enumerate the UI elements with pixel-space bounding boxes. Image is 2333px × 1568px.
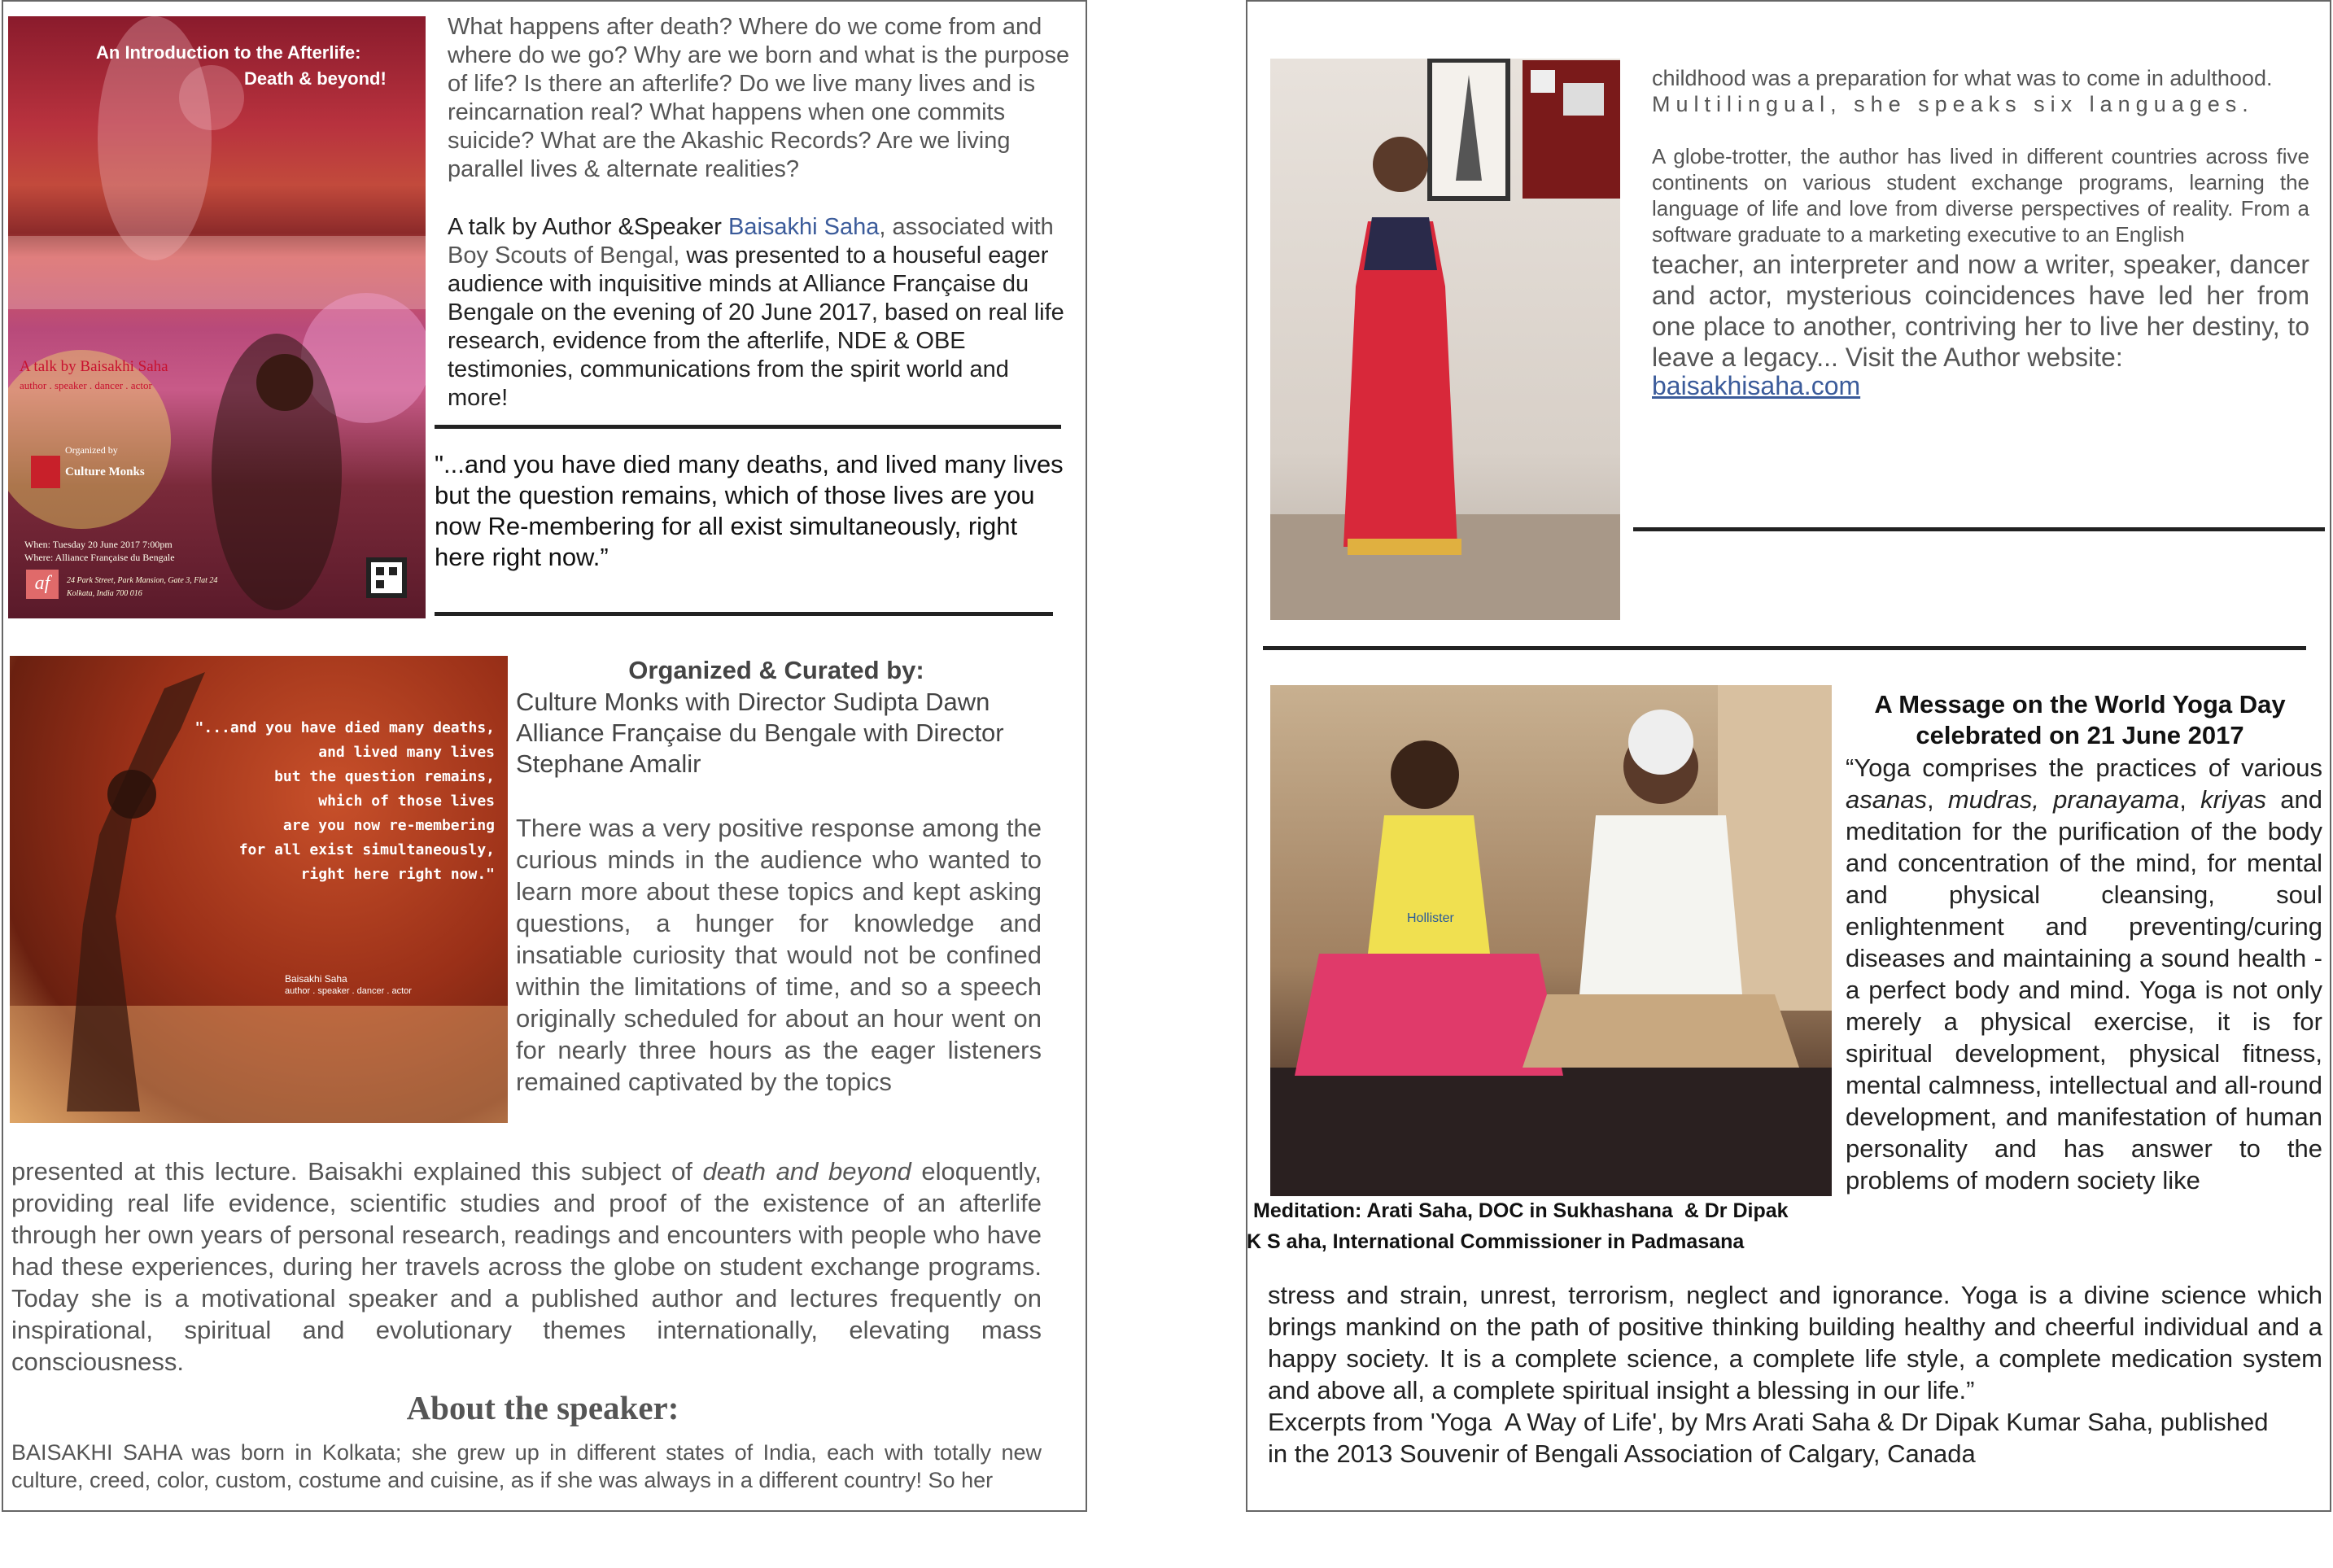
talk-paragraph (448, 213, 1074, 413)
yoga-sep: , (1926, 785, 1948, 814)
poster-org-name: Culture Monks (65, 465, 145, 478)
divider-rule (435, 425, 1061, 429)
organizer-line: Stephane Amalir (516, 749, 701, 778)
poster-quote-line: are you now re-membering (282, 817, 495, 834)
speaker-photo (1270, 59, 1620, 620)
poster-quote-line: which of those lives (318, 793, 495, 810)
poster-quote-line: for all exist simultaneously, (238, 841, 495, 858)
organized-heading: Organized & Curated by: (628, 656, 924, 684)
bio-line2: Multilingual, she speaks six languages. (1652, 92, 2254, 116)
response-paragraph: There was a very positive response among the curious minds in the audience who wanted to learn more about these topics and kept asking questions, a hunger for knowledge and insatiable curiosity that would not be confined within the limitations of time, and so a speech originally scheduled for about an hour went on for nearly three hours as the eager listeners remained captivated by the topics (516, 814, 1042, 1096)
divider-rule (435, 612, 1053, 616)
poster-quote-line: but the question remains, (274, 768, 495, 785)
poster-af-logo: af (26, 570, 59, 599)
continued-paragraph (11, 1155, 1042, 1378)
yoga-heading-line1: A Message on the World Yoga Day (1874, 690, 2286, 718)
yoga-continued: stress and strain, unrest, terrorism, neglect and ignorance. Yoga is a divine science which brings mankind on the path of positive thinking building healthy and cheerful individual and a happy society. It is a complete science, a complete life style, a complete medication system and above all, a complete spiritual insight a blessing in our life.” (1268, 1281, 2322, 1404)
yoga-paragraph (1846, 752, 2322, 1196)
yoga-heading-line2: celebrated on 21 June 2017 (1916, 721, 2244, 749)
poster-talk-by: A talk by Baisakhi Saha (20, 358, 168, 375)
divider-rule (1633, 527, 2325, 531)
excerpt-line2: in the 2013 Souvenir of Bengali Association of Calgary, Canada (1268, 1439, 1976, 1468)
yoga-sep: , (2179, 785, 2201, 814)
speaker-name-link[interactable]: Baisakhi Saha (727, 214, 880, 240)
bio-paragraph-2: teacher, an interpreter and now a writer, speaker, dancer and actor, mysterious coincidences have led her from one place to another, contriving her to live her destiny, to leave a legacy... Visit the Author website: (1652, 250, 2309, 372)
bio-line1: childhood was a preparation for what was to come in adulthood. (1652, 66, 2273, 90)
event-poster-image (8, 16, 426, 618)
excerpt-line1: Excerpts from 'Yoga A Way of Life', by Mrs Arati Saha & Dr Dipak Kumar Saha, published (1268, 1408, 2269, 1436)
poster-name: Baisakhi Saha (285, 973, 347, 985)
poster-quote-line: right here right now." (300, 866, 495, 883)
organizer-line: Alliance Française du Bengale with Director (516, 718, 1004, 747)
poster-address-line1: 24 Park Street, Park Mansion, Gate 3, Flat 24 (67, 576, 218, 585)
intro-questions: What happens after death? Where do we come from and where do we go? Why are we born and what is the purpose of life? Is there an afterlife? Do we live many lives and is reincarnation real? What happens when one commits suicide? What are the Akashic Records? Are we living parallel lives & alternate realities? (448, 14, 1070, 182)
poster-quote-line: "...and you have died many deaths, (194, 719, 495, 736)
poster-organized-by: Organized by (65, 444, 118, 456)
yoga-text-1: “Yoga comprises the practices of various (1846, 753, 2322, 782)
about-heading: About the speaker: (406, 1389, 679, 1426)
talk-text-part1: A talk by Author &Speaker (448, 214, 728, 240)
photo-caption-line1: Meditation: Arati Saha, DOC in Sukhashana & Dr Dipak (1253, 1199, 1789, 1222)
continued-part1: presented at this lecture. Baisakhi explained this subject of (11, 1157, 703, 1186)
bio-paragraph: A globe-trotter, the author has lived in different countries across five continents on various student exchange programs, learning the language of life and love from diverse perspectives of reality. From a software graduate to a marketing executive to an English (1652, 144, 2309, 247)
poster-roles: author . speaker . dancer . actor (20, 379, 152, 391)
poster-title-line1: An Introduction to the Afterlife: (96, 42, 361, 63)
yoga-term-kriyas: kriyas (2200, 785, 2267, 814)
poster-quote-line: and lived many lives (318, 744, 495, 761)
organizer-line: Culture Monks with Director Sudipta Dawn (516, 688, 990, 716)
talk-text-part3: was presented to a houseful eager audience with inquisitive minds at Alliance Française du Bengale on the evening of 20 June 2017, based on real life research, evidence from the afterlife, NDE & OBE testimonies, communications from the spirit world and more! (448, 242, 1064, 411)
photo-decoration (1270, 59, 1620, 620)
photo-decoration (1270, 685, 1832, 1196)
photo-caption-line2: K S aha, International Commissioner in Padmasana (1247, 1230, 1745, 1253)
continued-italic: death and beyond (702, 1157, 911, 1186)
quote-poster-image (10, 656, 508, 1123)
yoga-term-mudras: mudras, pranayama (1947, 785, 2180, 814)
website-link[interactable]: baisakhisaha.com (1652, 371, 1861, 400)
pull-quote: "...and you have died many deaths, and lived many lives but the question remains, which of those lives are you now Re-membering for all exist simultaneously, right here right now.” (435, 450, 1064, 571)
divider-rule (1263, 646, 2306, 650)
poster-title-line2: Death & beyond! (244, 68, 387, 89)
about-paragraph: BAISAKHI SAHA was born in Kolkata; she grew up in different states of India, each with totally new culture, creed, color, custom, costume and cuisine, as if she was always in a different country! So her (11, 1440, 1042, 1492)
poster-address-line2: Kolkata, India 700 016 (67, 589, 142, 598)
poster-when: When: Tuesday 20 June 2017 7:00pm (24, 539, 173, 550)
poster-where: Where: Alliance Française du Bengale (24, 552, 175, 563)
yoga-text-2: and meditation for the purification of the body and concentration of the mind, for mental and physical cleansing, soul enlightenment and preventing/curing diseases and maintaining a sound health - a perfect body and mind. Yoga is not only merely a physical exercise, it is for spiritual development, physical fitness, mental calmness, intellectual and all-round development, and manifestation of human personality and has answer to the problems of modern society like (1846, 785, 2322, 1195)
yoga-term-asanas: asanas (1846, 785, 1927, 814)
continued-part2: eloquently, providing real life evidence, scientific studies and proof of the existence of an afterlife through her own years of personal research, readings and encounters with people who have had these experiences, during her travels across the globe on student exchange programs. Today she is a motivational speaker and a published author and lectures frequently on inspirational, spiritual and evolutionary themes internationally, elevating mass consciousness. (11, 1157, 1042, 1376)
poster-roles: author . speaker . dancer . actor (285, 986, 412, 996)
poster-decoration (8, 16, 426, 618)
talk-text-part2: , associated with Boy Scouts of Bengal, (448, 214, 1054, 269)
shirt-text: Hollister (1407, 911, 1454, 925)
meditation-photo (1270, 685, 1832, 1196)
